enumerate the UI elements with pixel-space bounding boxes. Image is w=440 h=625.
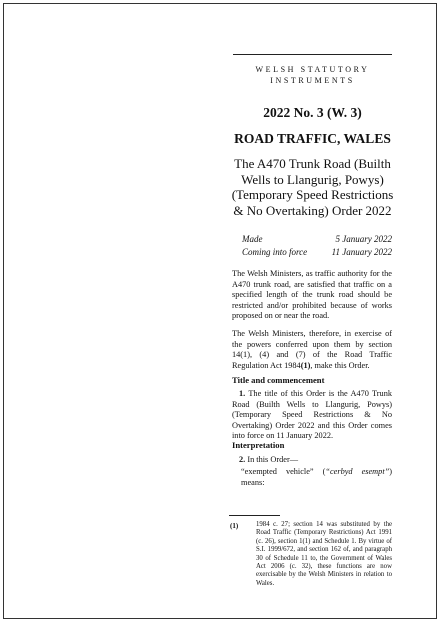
made-value: 5 January 2022 xyxy=(335,234,392,244)
footnote-mark: (1) xyxy=(230,522,239,530)
force-value: 11 January 2022 xyxy=(331,247,392,257)
section-1-text xyxy=(232,389,392,442)
made-label: Made xyxy=(242,234,263,244)
section-2-text xyxy=(232,455,392,466)
document-page xyxy=(3,3,437,619)
section-1-body: The title of this Order is the A470 Trunk Road (Builth Wells to Llangurig, Powys) (Temporary Speed Restrictions & No Overtaking) Order 2022 and this Order comes into force on 11 January 2022. xyxy=(232,389,392,440)
recital-2-after: , make this Order. xyxy=(310,360,370,370)
section-2-body: In this Order— xyxy=(247,455,299,464)
si-number: 2022 No. 3 (W. 3) xyxy=(263,105,362,120)
definition-welsh: “cerbyd esempt” xyxy=(325,467,390,476)
section-1-number: 1. xyxy=(239,389,246,398)
footnote-ref[interactable]: (1) xyxy=(300,360,311,370)
section-2-number: 2. xyxy=(239,455,246,464)
section-2-heading: Interpretation xyxy=(232,440,285,450)
series-header xyxy=(233,54,392,86)
recital-paragraph-2 xyxy=(232,329,392,371)
footnote-divider xyxy=(229,515,280,516)
footnote-text: 1984 c. 27; section 14 was substituted by the Road Traffic (Temporary Restrictions) Act 1991 (c. 26), section 1(1) and Schedule 1. By virtue of S.I. 1999/672, and section 162 of, and paragraph 30 of Schedule 11 to, the Government of Wales Act 2006 (c. 32), these functions are now exercisable by the Welsh Ministers in relation to Wales. xyxy=(256,521,392,587)
subject-heading: ROAD TRAFFIC, WALES xyxy=(234,131,391,146)
force-label: Coming into force xyxy=(242,247,308,257)
recital-2-before: The Welsh Ministers, therefore, in exercise of the powers conferred upon them by section 14(1), (4) and (7) of the Road Traffic Regulation Act 1984 xyxy=(232,329,392,370)
order-title: The A470 Trunk Road (Builth Wells to Llangurig, Powys) (Temporary Speed Restrictions & No Overtaking) Order 2022 xyxy=(231,156,394,218)
section-1-heading: Title and commencement xyxy=(232,375,325,385)
definition-exempted-vehicle xyxy=(232,467,392,488)
series-header-line2: INSTRUMENTS xyxy=(270,76,355,85)
recital-paragraph-1: The Welsh Ministers, as traffic authority for the A470 trunk road, are satisfied that traffic on a specified length of the trunk road should be restricted and/or prohibited because of works proposed on or near the road. xyxy=(232,269,392,320)
series-header-line1: WELSH STATUTORY xyxy=(255,65,370,74)
definition-end: ) means: xyxy=(241,467,392,487)
definition-term: “exempted vehicle” ( xyxy=(241,467,326,476)
